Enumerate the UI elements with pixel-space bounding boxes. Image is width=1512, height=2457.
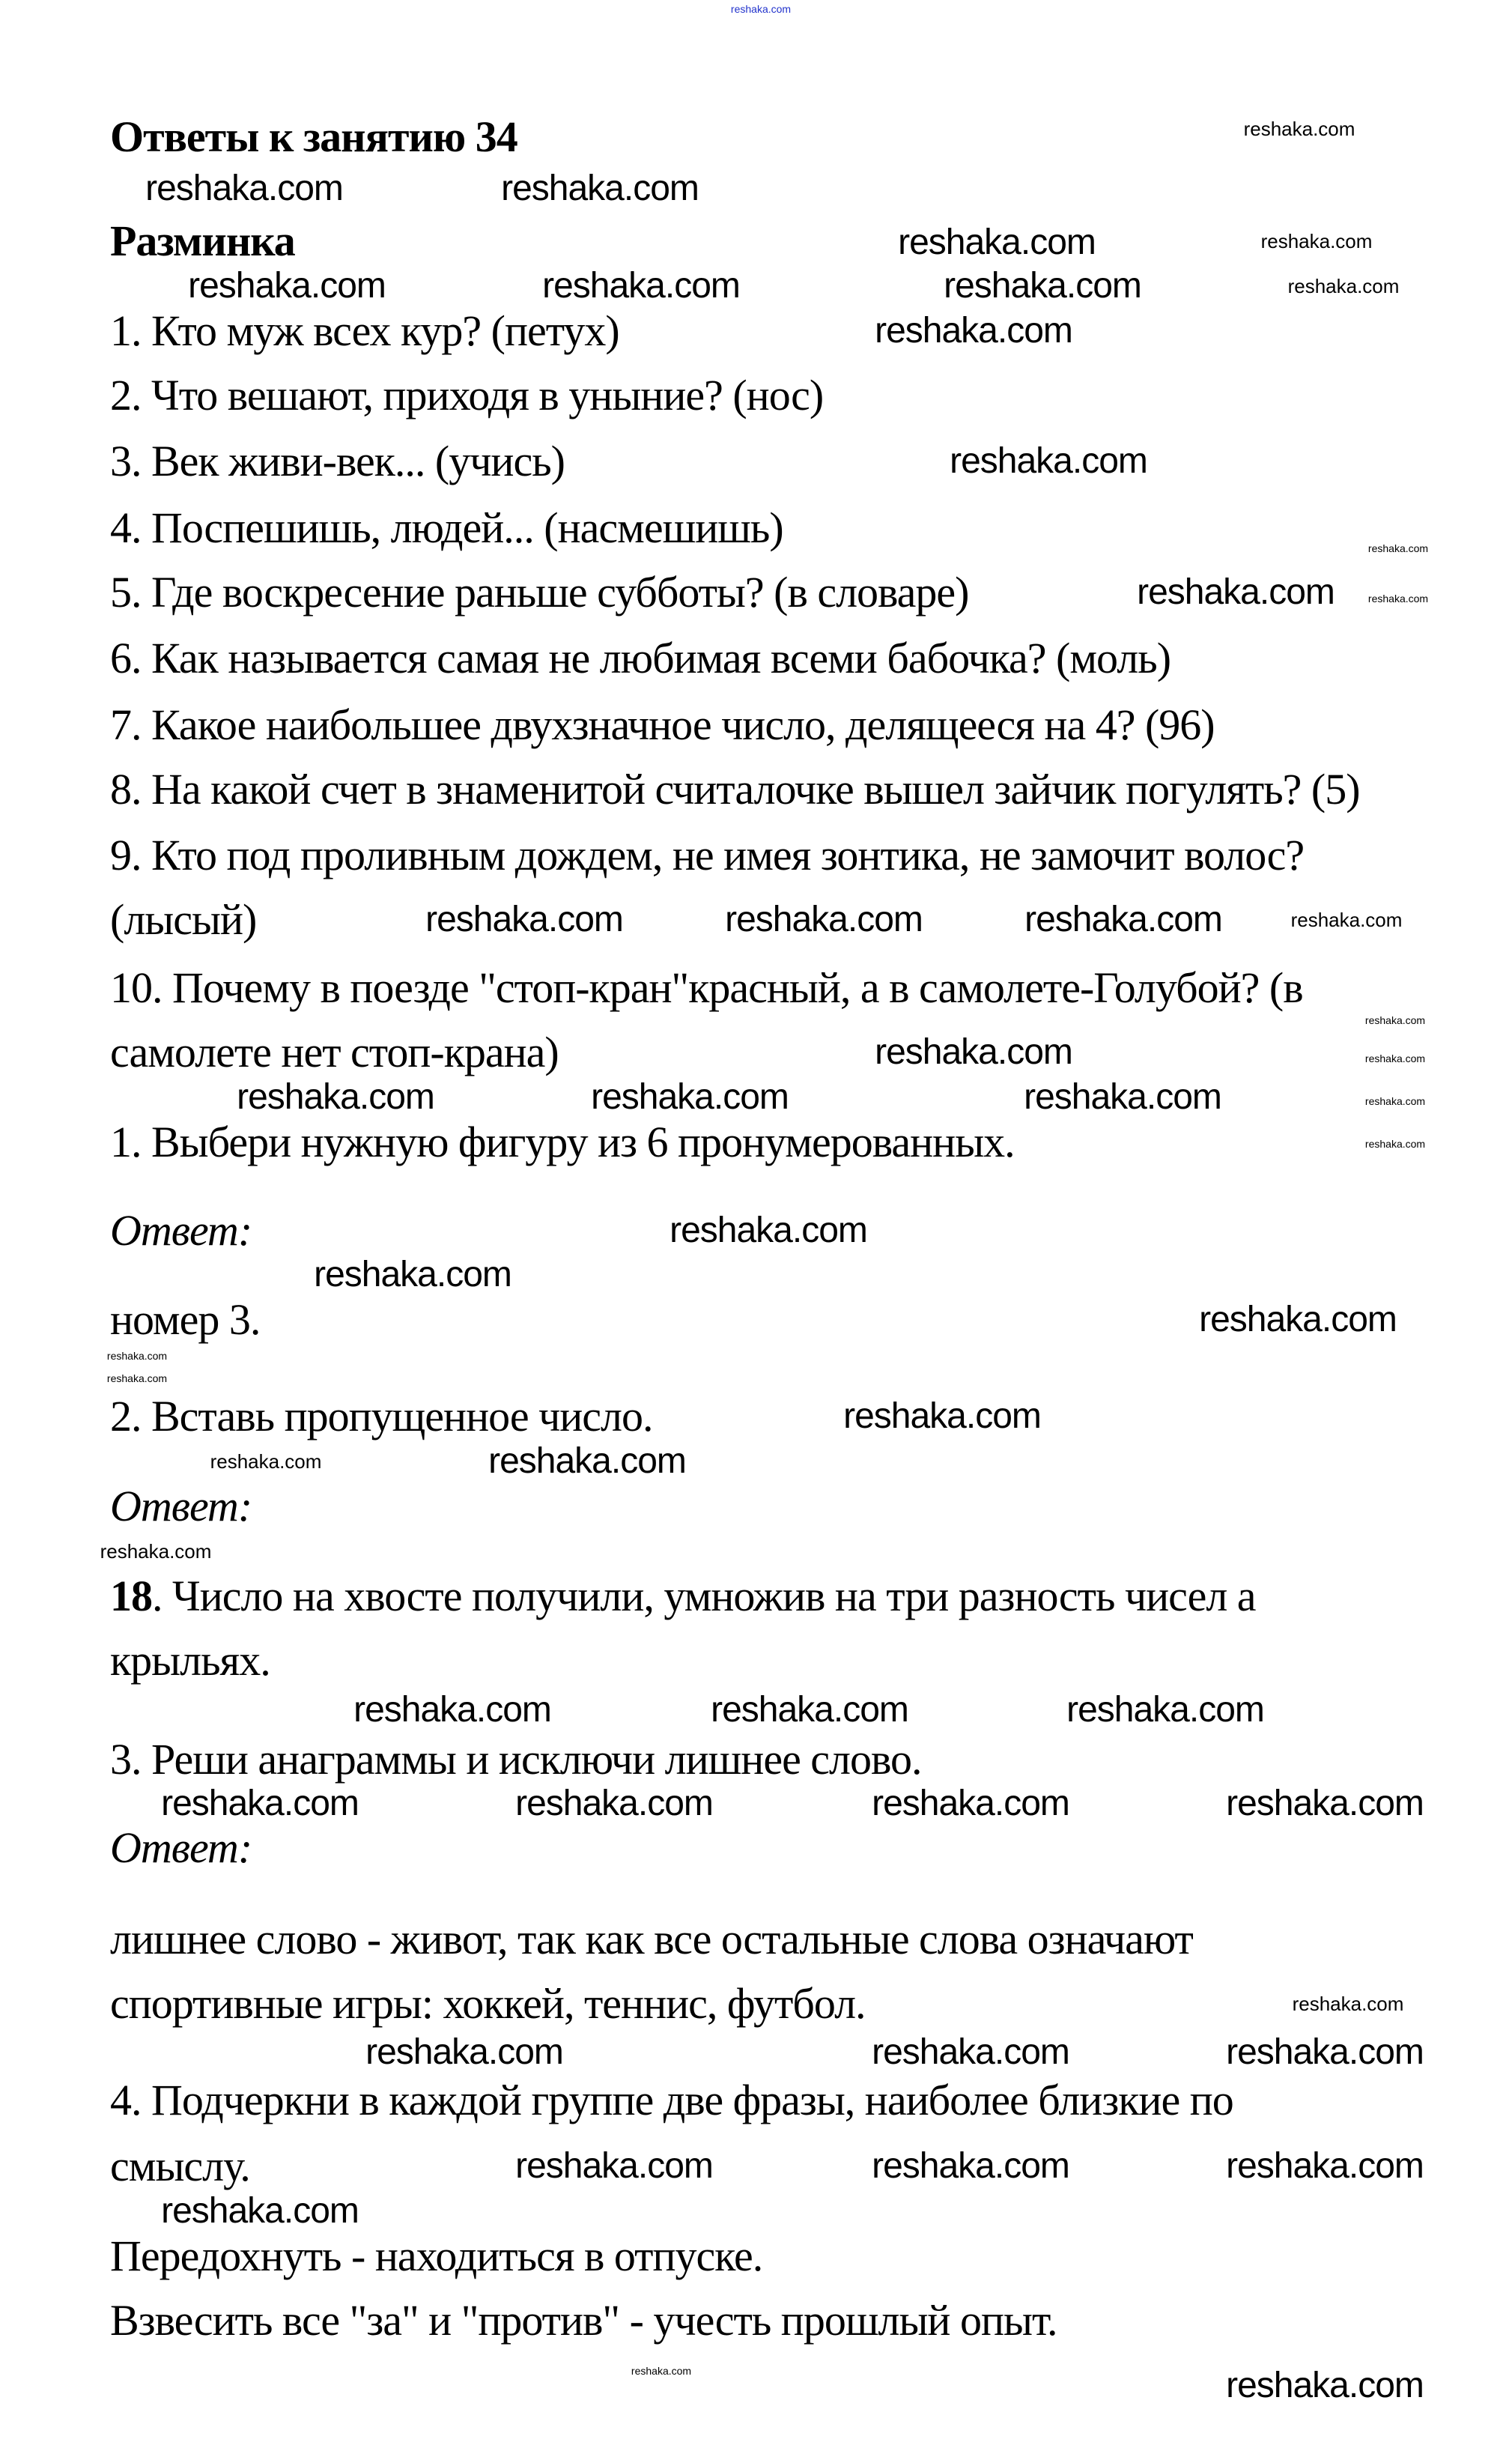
watermark: reshaka.com: [711, 1690, 908, 1730]
watermark: reshaka.com: [365, 2032, 563, 2072]
watermark: reshaka.com: [1024, 900, 1222, 939]
watermark: reshaka.com: [1066, 1690, 1264, 1730]
task-3: 3. Реши анаграммы и исключи лишнее слово.: [110, 1735, 922, 1784]
watermark: reshaka.com: [515, 1784, 713, 1823]
warmup-item: 10. Почему в поезде "стоп-кран"красный, а в самолете-Голубой? (в: [110, 963, 1303, 1013]
watermark: reshaka.com: [501, 169, 699, 208]
watermark: reshaka.com: [314, 1255, 511, 1294]
task-4-phrase: Взвесить все "за" и "против" - учесть прошлый опыт.: [110, 2296, 1057, 2345]
warmup-item: самолете нет стоп-крана): [110, 1028, 559, 1077]
watermark: reshaka.com: [872, 2032, 1069, 2072]
section-heading-warmup: Разминка: [110, 216, 295, 266]
watermark: reshaka.com: [670, 1211, 867, 1250]
warmup-item: (лысый): [110, 895, 257, 945]
watermark: reshaka.com: [631, 2365, 692, 2377]
watermark: reshaka.com: [1226, 2032, 1424, 2072]
watermark: reshaka.com: [1226, 2366, 1424, 2405]
watermark: reshaka.com: [145, 169, 343, 208]
watermark: reshaka.com: [161, 2191, 359, 2231]
warmup-item: 6. Как называется самая не любимая всеми бабочка? (моль): [110, 634, 1171, 683]
watermark: reshaka.com: [1137, 572, 1335, 612]
task-18-line: [110, 1572, 1256, 1620]
answer-label: Ответ:: [110, 1823, 252, 1873]
watermark: reshaka.com: [1367, 593, 1429, 605]
watermark: reshaka.com: [1364, 1014, 1426, 1026]
watermark: reshaka.com: [898, 222, 1096, 262]
watermark: reshaka.com: [944, 266, 1141, 306]
task-1: 1. Выбери нужную фигуру из 6 пронумерованных.: [110, 1118, 1015, 1167]
watermark: reshaka.com: [100, 1540, 212, 1563]
task-4: 4. Подчеркни в каждой группе две фразы, наиболее близкие по: [110, 2076, 1233, 2125]
answer-label: Ответ:: [110, 1206, 252, 1255]
watermark: reshaka.com: [1364, 1052, 1426, 1064]
watermark: reshaka.com: [1364, 1095, 1426, 1107]
watermark: reshaka.com: [872, 2146, 1069, 2186]
watermark: reshaka.com: [1364, 1138, 1426, 1150]
warmup-item: 2. Что вешают, приходя в уныние? (нос): [110, 371, 824, 420]
answer-label: Ответ:: [110, 1482, 252, 1531]
warmup-item: 8. На какой счет в знаменитой считалочке вышел зайчик погулять? (5): [110, 765, 1360, 814]
watermark: reshaka.com: [950, 441, 1147, 481]
task-3-answer: лишнее слово - живот, так как все остальные слова означают: [110, 1915, 1193, 1964]
watermark: reshaka.com: [353, 1690, 551, 1730]
watermark: reshaka.com: [1260, 230, 1373, 252]
task-4: смыслу.: [110, 2142, 250, 2191]
watermark: reshaka.com: [488, 1441, 686, 1481]
watermark: reshaka.com: [1292, 1993, 1404, 2015]
watermark: reshaka.com: [188, 266, 386, 306]
watermark: reshaka.com: [1226, 2146, 1424, 2186]
watermark: reshaka.com: [1290, 909, 1403, 931]
warmup-item: 5. Где воскресение раньше субботы? (в словаре): [110, 568, 969, 617]
watermark: reshaka.com: [106, 1350, 168, 1362]
watermark: reshaka.com: [237, 1077, 434, 1117]
watermark: reshaka.com: [1367, 542, 1429, 554]
warmup-item: 1. Кто муж всех кур? (петух): [110, 306, 619, 356]
watermark: reshaka.com: [1024, 1077, 1221, 1117]
watermark: reshaka.com: [1287, 275, 1400, 297]
watermark: reshaka.com: [730, 3, 792, 15]
watermark: reshaka.com: [875, 1032, 1072, 1072]
watermark: reshaka.com: [106, 1372, 168, 1384]
watermark: reshaka.com: [1226, 1784, 1424, 1823]
warmup-item: 4. Поспешишь, людей... (насмешишь): [110, 503, 783, 553]
watermark: reshaka.com: [210, 1450, 322, 1473]
watermark: reshaka.com: [161, 1784, 359, 1823]
watermark: reshaka.com: [1243, 118, 1355, 140]
watermark: reshaka.com: [875, 311, 1072, 351]
task-1-answer: номер 3.: [110, 1295, 261, 1345]
task-18-number: 18: [110, 1572, 152, 1621]
watermark: reshaka.com: [1199, 1300, 1397, 1339]
watermark: reshaka.com: [843, 1396, 1041, 1436]
watermark: reshaka.com: [515, 2146, 713, 2186]
watermark: reshaka.com: [725, 900, 923, 939]
task-18-line: крыльях.: [110, 1636, 270, 1685]
watermark: reshaka.com: [542, 266, 740, 306]
watermark: reshaka.com: [591, 1077, 789, 1117]
watermark: reshaka.com: [425, 900, 623, 939]
task-2: 2. Вставь пропущенное число.: [110, 1392, 653, 1441]
watermark: reshaka.com: [872, 1784, 1069, 1823]
task-4-phrase: Передохнуть - находиться в отпуске.: [110, 2232, 763, 2281]
task-18-text: . Число на хвосте получили, умножив на три разность чисел а: [152, 1572, 1256, 1621]
warmup-item: 7. Какое наибольшее двухзначное число, делящееся на 4? (96): [110, 700, 1215, 750]
warmup-item: 3. Век живи-век... (учись): [110, 437, 565, 486]
task-3-answer: спортивные игры: хоккей, теннис, футбол.: [110, 1979, 866, 2029]
page-title: Ответы к занятию 34: [110, 112, 517, 162]
warmup-item: 9. Кто под проливным дождем, не имея зонтика, не замочит волос?: [110, 831, 1305, 880]
